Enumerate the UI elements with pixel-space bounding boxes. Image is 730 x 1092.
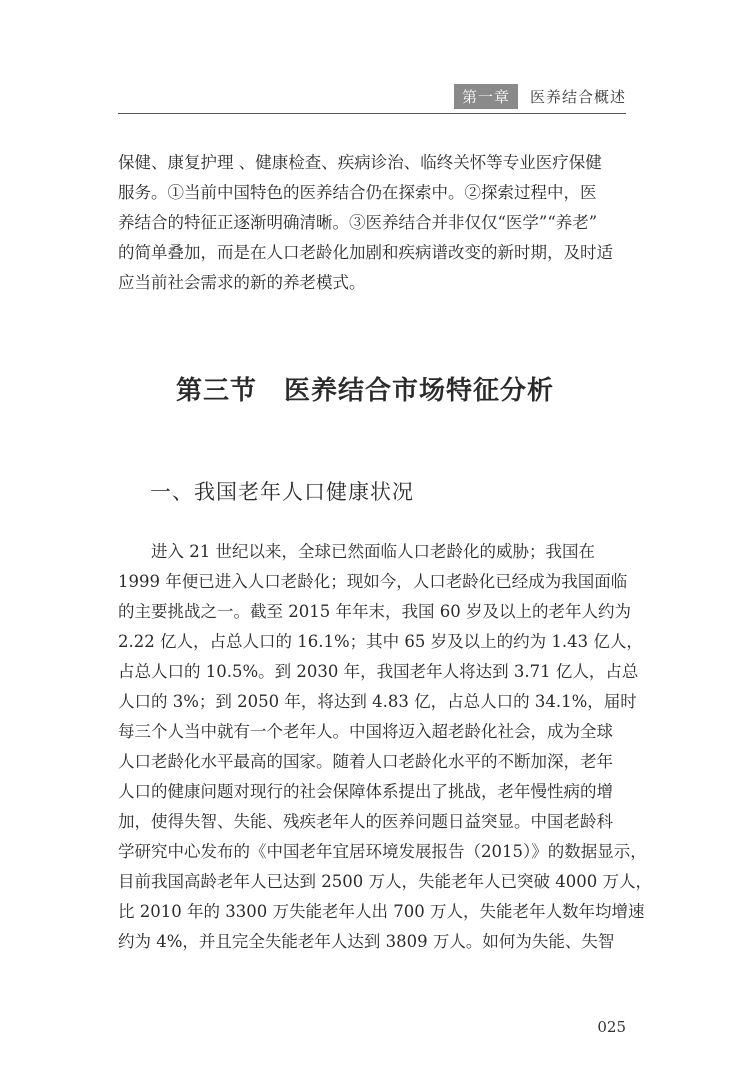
chapter-label: 第一章	[454, 84, 518, 109]
page-number: 025	[597, 1018, 626, 1036]
running-header	[454, 84, 626, 109]
text-line: 养结合的特征正逐渐明确清晰。③医养结合并非仅仅“医学”“养老”	[118, 213, 598, 232]
text-line: 的主要挑战之一。截至 2015 年年末，我国 60 岁及以上的老年人约为	[118, 602, 631, 621]
text-line: 进入 21 世纪以来，全球已然面临人口老龄化的威胁；我国在	[118, 542, 595, 561]
text-line: 人口的 3%；到 2050 年，将达到 4.83 亿，占总人口的 34.1%，届时	[118, 692, 637, 711]
chapter-title: 医养结合概述	[529, 88, 626, 106]
text-line: 目前我国高龄老年人已达到 2500 万人，失能老年人已突破 4000 万人，	[118, 872, 652, 891]
text-line: 占总人口的 10.5%。到 2030 年，我国老年人将达到 3.71 亿人，占总	[118, 662, 639, 681]
paragraph-continued	[118, 148, 628, 298]
header-rule	[118, 113, 626, 114]
text-line: 2.22 亿人，占总人口的 16.1%；其中 65 岁及以上的约为 1.43 亿人，	[118, 632, 643, 651]
text-line: 比 2010 年的 3300 万失能老年人出 700 万人，失能老年人数年均增速	[118, 902, 645, 921]
text-line: 每三个人当中就有一个老年人。中国将迈入超老龄化社会，成为全球	[118, 722, 613, 741]
text-line: 保健、康复护理 、健康检查、疾病诊治、临终关怀等专业医疗保健	[118, 153, 602, 172]
text-line: 1999 年便已进入人口老龄化；现如今，人口老龄化已经成为我国面临	[118, 572, 628, 591]
section-title: 第三节 医养结合市场特征分析	[175, 376, 554, 406]
subsection-title: 一、我国老年人口健康状况	[150, 480, 414, 504]
paragraph-aging-population	[118, 537, 652, 957]
text-line: 加，使得失智、失能、残疾老年人的医养问题日益突显。中国老龄科	[118, 812, 613, 831]
text-line: 人口的健康问题对现行的社会保障体系提出了挑战，老年慢性病的增	[118, 782, 613, 801]
text-line: 应当前社会需求的新的养老模式。	[118, 273, 366, 292]
text-line: 的简单叠加，而是在人口老龄化加剧和疾病谱改变的新时期，及时适	[118, 243, 613, 262]
text-line: 人口老龄化水平最高的国家。随着人口老龄化水平的不断加深，老年	[118, 752, 613, 771]
text-line: 约为 4%，并且完全失能老年人达到 3809 万人。如何为失能、失智	[118, 932, 615, 951]
text-line: 学研究中心发布的《中国老年宜居环境发展报告（2015）》的数据显示，	[118, 842, 647, 861]
text-line: 服务。①当前中国特色的医养结合仍在探索中。②探索过程中，医	[118, 183, 597, 202]
